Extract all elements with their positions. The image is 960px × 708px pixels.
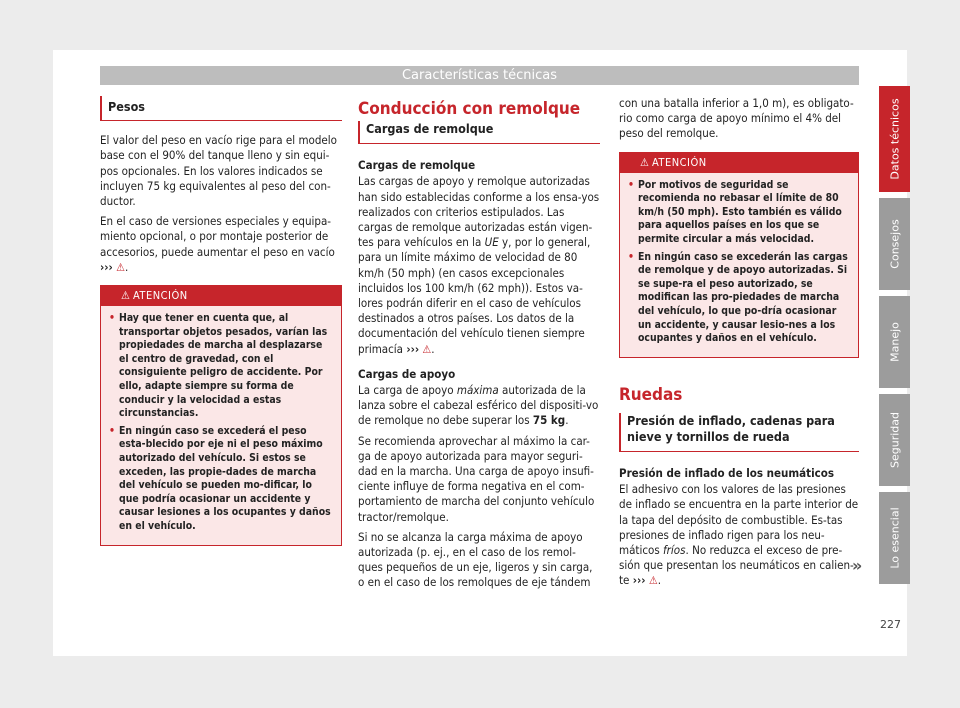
paragraph: con una batalla inferior a 1,0 m), es obligato-rio como carga de apoyo mínimo el 4% del peso del remolque. [619,96,854,141]
cross-reference[interactable]: ››› [632,573,646,588]
column-3 [619,96,859,594]
paragraph: Las cargas de apoyo y remolque autorizadas han sido establecidas conforme a los ensa-yos realizados con criterios estipulados. Las cargas de remolque autorizadas están vigen-tes para vehículos en la UE y, por lo general, para un límite máximo de velocidad de 80 km/h (50 mph) (en casos excepcionales incluidos los 100 km/h (62 mph)). Estos va-lores podrán diferir en el caso de vehículos destinados a otros países. Los datos de la documentación del vehículo tienen siempre primacía ››› ⚠. [358,174,600,356]
tab-consejos[interactable]: Consejos [879,198,910,290]
warning-item: • En ningún caso se excederán las cargas de remolque y de apoyo autorizadas. Si se supe-ra el peso autorizado, se modifican las pro-piedades de marcha del vehículo, lo que po-dría ocasionar un accidente, y causar lesio-nes a los ocupantes y daños en el vehículo. [628,251,850,346]
warning-triangle-icon: ⚠ [648,574,658,588]
paragraph-heading: Cargas de remolque [358,158,476,173]
paragraph: Si no se alcanza la carga máxima de apoyo autorizada (p. ej., en el caso de los remol-ques pequeños de un eje, ligeros y sin carga, o en el caso de los remolques de eje tándem [358,529,593,590]
paragraph: El valor del peso en vacío rige para el modelo base con el 90% del tanque lleno y sin equi-pos opcionales. En los valores indicados se incluyen 75 kg equivalentes al peso del con-ductor. [100,133,337,209]
column-2 [358,96,600,596]
paragraph: El adhesivo con los valores de las presiones de inflado se encuentra en la parte interior de la tapa del depósito de combustible. Es-tas presiones de inflado rigen para los neu-máticos fríos. No reduzca el exceso de pre-sión que presentan los neumáticos en calien-te ››› ⚠. [619,482,859,588]
paragraph-heading: Cargas de apoyo [358,366,456,381]
warning-body [620,173,858,357]
tab-lo-esencial[interactable]: Lo esencial [879,492,910,584]
cross-reference[interactable]: ››› [406,341,420,356]
section-heading: Conducción con remolque [358,99,581,119]
chapter-header: Características técnicas [100,66,859,85]
warning-triangle-icon: ⚠ [121,289,131,303]
warning-item: • Por motivos de seguridad se recomienda no rebasar el límite de 80 km/h (50 mph). Esto también es válido para aquellos países en los que se permite circular a más velocidad. [628,179,850,247]
warning-body [101,306,341,545]
warning-box [100,285,342,546]
paragraph: La carga de apoyo máxima autorizada de la lanza sobre el cabezal esférico del dispositi-vo de remolque no debe superar los 75 kg. [358,383,599,428]
warning-header: ⚠ ATENCIÓN [620,153,858,173]
paragraph: Se recomienda aprovechar al máximo la car-ga de apoyo autorizada para mayor seguri-dad en la marcha. Una carga de apoyo insufi-ciente influye de forma negativa en el com-portamiento de marcha del conjunto vehículo tractor/remolque. [358,433,595,524]
warning-triangle-icon: ⚠ [116,260,125,274]
tab-manejo[interactable]: Manejo [879,296,910,388]
section-title-pesos: Pesos [100,96,342,121]
section-heading: Ruedas [619,384,683,405]
tab-datos-tecnicos[interactable]: Datos técnicos [879,86,910,192]
tab-seguridad[interactable]: Seguridad [879,394,910,486]
paragraph-heading: Presión de inflado de los neumáticos [619,465,835,480]
warning-triangle-icon: ⚠ [422,342,432,356]
subsection-heading: Presión de inflado, cadenas para nieve y tornillos de rueda [619,413,859,452]
subsection-heading: Cargas de remolque [358,121,600,144]
column-1 [100,96,342,560]
warning-triangle-icon: ⚠ [640,155,650,169]
warning-header: ⚠ ATENCIÓN [101,286,341,306]
page-number: 227 [880,618,901,631]
warning-item: • Hay que tener en cuenta que, al transportar objetos pesados, varían las propiedades de marcha al desplazarse el centro de gravedad, con el consiguiente peligro de accidente. Por ello, adapte siempre su forma de conducir y la velocidad a estas circunstancias. [109,312,333,421]
warning-item: • En ningún caso se excederá el peso esta-blecido por eje ni el peso máximo autorizado del vehículo. Si estos se exceden, las propie-dades de marcha del vehículo se pueden mo-dificar, lo que podría ocasionar un accidente y causar lesiones a los ocupantes y daños en el vehículo. [109,425,333,534]
paragraph: En el caso de versiones especiales y equipa-miento opcional, o por montaje posterior de accesorios, puede aumentar el peso en vacío ››› ⚠. [100,214,335,274]
cross-reference[interactable]: ››› [100,259,113,274]
continue-arrow-icon: » [852,556,863,575]
warning-box [619,152,859,358]
